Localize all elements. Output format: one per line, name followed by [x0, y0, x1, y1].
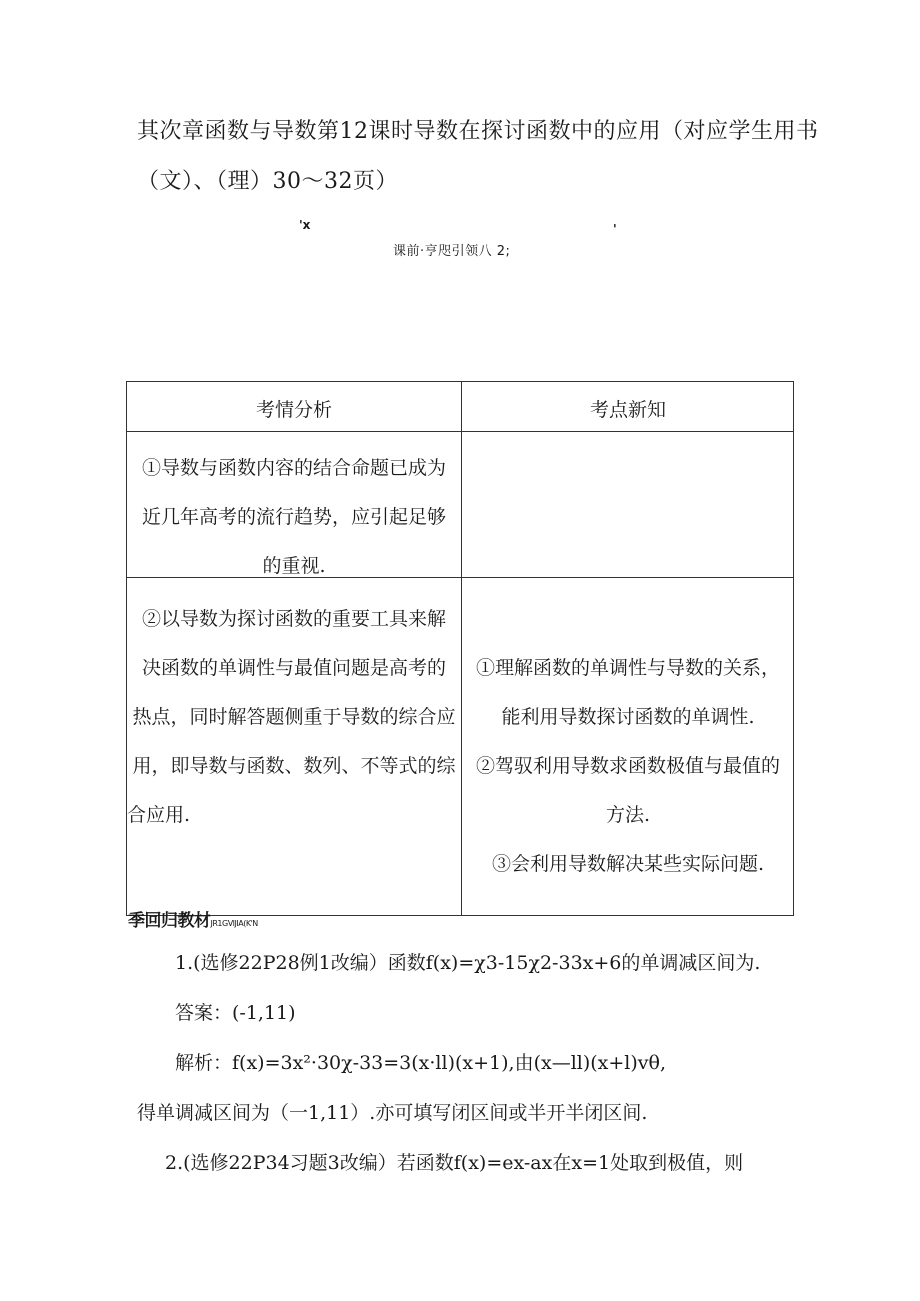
- problem-1-solution: 解析：f(x)=3x²·30χ-33=3(x·ll)(x+1),由(x—ll)(x+l)vθ,: [175, 1052, 667, 1074]
- scan-mark-right: ': [613, 222, 617, 236]
- row2-left-line: ②以导数为探讨函数的重要工具来解: [141, 608, 446, 630]
- info-table: [126, 381, 794, 916]
- document-title: 其次章函数与导数第12课时导数在探讨函数中的应用（对应学生用书: [137, 119, 819, 144]
- section-heading-small: JR1GVIJIA(K'N: [210, 919, 258, 928]
- table-header-knowledge: 考点新知: [589, 399, 666, 421]
- row2-left-cell: [127, 595, 461, 840]
- row2-left-line: 用，即导数与函数、数列、不等式的综: [132, 755, 456, 777]
- row1-left-line: 的重视.: [262, 555, 326, 577]
- section-heading-label: 季回归教材: [128, 911, 211, 931]
- row1-left-line: 近几年高考的流行趋势，应引起足够: [141, 506, 446, 528]
- scan-mark-left: 'x: [299, 218, 311, 232]
- row2-left-line: 决函数的单调性与最值问题是高考的: [141, 657, 446, 679]
- document-title-continued: （文）、（理）30～32页）: [137, 169, 398, 194]
- problem-2: 2.(选修22P34习题3改编）若函数f(x)=ex-ax在x=1处取到极值，则: [165, 1152, 744, 1174]
- problem-1-solution-continued: 得单调减区间为（一1,11）.亦可填写闭区间或半开半闭区间.: [137, 1102, 648, 1124]
- row2-left-line: 热点，同时解答题侧重于导数的综合应: [132, 706, 456, 728]
- section-banner: 课前·亨咫引领八 2;: [393, 244, 511, 259]
- row1-left-cell: [127, 444, 461, 591]
- row2-right-line: 能利用导数探讨函数的单调性.: [501, 706, 755, 728]
- row1-left-line: ①导数与函数内容的结合命题已成为: [141, 457, 446, 479]
- table-header-analysis: 考情分析: [255, 399, 332, 421]
- row2-right-cell: [461, 644, 795, 889]
- section-heading: [128, 906, 258, 931]
- problem-1-answer: 答案：(-1,11): [175, 1002, 296, 1024]
- table-header-divider: [127, 431, 793, 432]
- row2-right-line: 方法.: [605, 804, 651, 826]
- row2-right-line: ①理解函数的单调性与导数的关系，: [475, 657, 780, 679]
- row2-right-line: ③会利用导数解决某些实际问题.: [491, 853, 765, 875]
- problem-1: 1.(选修22P28例1改编）函数f(x)=χ3-15χ2-33x+6的单调减区间为.: [175, 952, 761, 974]
- row2-right-line: ②驾驭利用导数求函数极值与最值的: [475, 755, 780, 777]
- row2-left-line: 合应用.: [127, 804, 191, 826]
